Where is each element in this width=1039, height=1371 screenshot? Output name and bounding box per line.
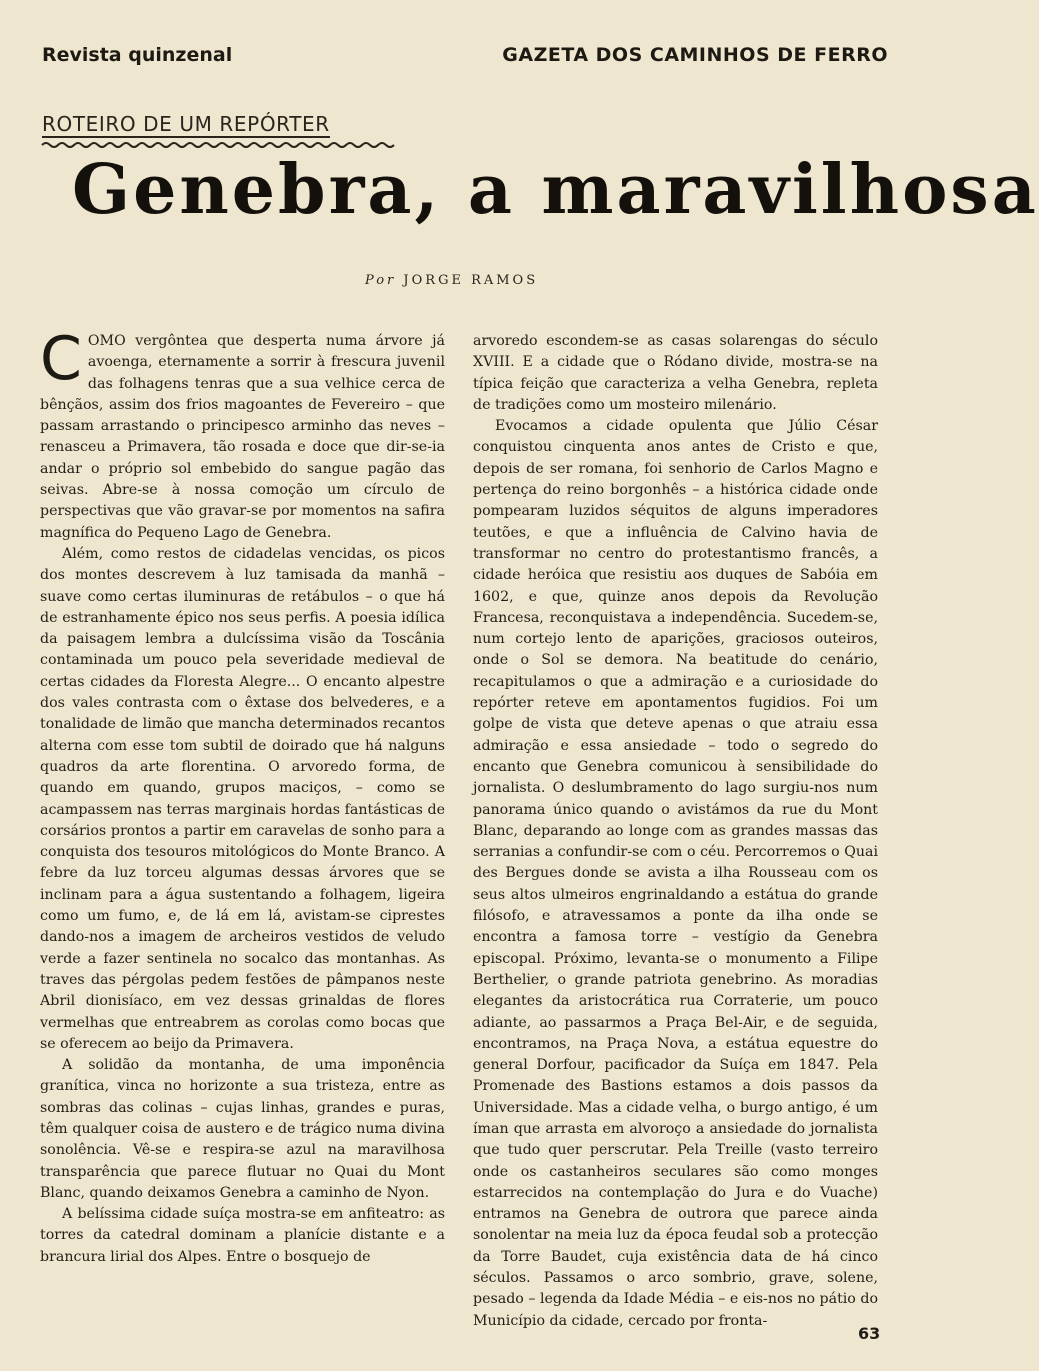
paragraph: A belíssima cidade suíça mostra-se em anfiteatro: as torres da catedral dominam a planície distante e a brancura lirial dos Alpes. Entre o bosquejo de — [40, 1206, 445, 1265]
article-column-left — [40, 324, 445, 1291]
article-column-right — [473, 331, 878, 1329]
page-number: 63 — [858, 1324, 881, 1343]
byline-author: JORGE RAMOS — [403, 273, 539, 288]
paragraph: C OMO vergôntea que desperta numa árvore já avoenga, eternamente a sorrir à frescura juvenil das folhagens tenras que a sua velhice cerca de bênçãos, assim dos frios magoantes de Fevereiro – que passam arrastando o principesco arminho das neves – renasceu a Primavera, tão rosada e doce que dir-se-ia andar o próprio sol embebido do sangue pagão das seivas. Abre-se à nossa comoção um círculo de perspectivas que vão gravar-se por momentos na safira magnífica do Pequeno Lago de Genebra. — [40, 324, 445, 541]
wavy-rule — [42, 141, 394, 149]
byline-por: Por — [365, 273, 397, 288]
magazine-frequency: Revista quinzenal — [42, 44, 233, 66]
magazine-title: GAZETA DOS CAMINHOS DE FERRO — [502, 44, 888, 66]
section-label: ROTEIRO DE UM REPÓRTER — [42, 112, 330, 136]
paragraph: A solidão da montanha, de uma imponência granítica, vinca no horizonte a sua tristeza, entre as sombras das colinas – cujas linhas, grandes e puras, têm qualquer coisa de austero e de trágico numa divina sonolência. Vê-se e respira-se azul na maravilhosa transparência que parece flutuar no Quai du Mont Blanc, quando deixamos Genebra a caminho de Nyon. — [40, 1057, 445, 1201]
drop-cap: C — [40, 324, 82, 394]
article-title: Genebra, a maravilhosa — [72, 150, 1039, 230]
byline — [365, 273, 538, 288]
paragraph: Além, como restos de cidadelas vencidas, os picos dos montes descrevem à luz tamisada da manhã – suave como certas iluminuras de retábulos – o que há de estranhamente épico nos seus perfis. A poesia idílica da paisagem lembra a dulcíssima visão da Toscânia contaminada um pouco pela severidade medieval de certas cidades da Floresta Alegre... O encanto alpestre dos vales contrasta com o êxtase dos belvederes, e a tonalidade de limão que mancha determinados recantos alterna com esse tom subtil de doirado que há nalguns quadros da arte florentina. O arvoredo forma, de quando em quando, grupos maciços, – como se acampassem nas terras marginais hordas fantásticas de corsários prontos a partir em caravelas de sonho para a conquista dos tesouros mitológicos do Monte Branco. A febre da luz torceu algumas dessas árvores que se inclinam para a água sustentando a folhagem, ligeira como um fumo, e, de lá em lá, avistam-se ciprestes dando-nos a imagem de archeiros vestidos de veludo verde a fazer sentinela no socalco das montanhas. As traves das pérgolas pedem festões de pâmpanos neste Abril dionisíaco, em vez dessas grinaldas de flores vermelhas que entreabrem as corolas como bocas que se oferecem ao beijo da Primavera. — [40, 545, 445, 1052]
paragraph: arvoredo escondem-se as casas solarengas do século XVIII. E a cidade que o Ródano divide, mostra-se na típica feição que caracteriza a velha Genebra, repleta de tradições como um mosteiro milenário. — [473, 333, 878, 413]
paragraph: Evocamos a cidade opulenta que Júlio César conquistou cinquenta anos antes de Cristo e que, depois de ser romana, foi senhorio de Carlos Magno e pertença do reino borgonhês – a histórica cidade onde pompearam luzidos séquitos de alguns imperadores teutões, e que a influência de Calvino havia de transformar no centro do protestantismo francês, a cidade heróica que resistiu aos duques de Sabóia em 1602, e que, quinze anos depois da Revolução Francesa, reconquistava a independência. Sucedem-se, num cortejo lento de aparições, graciosos outeiros, onde o Sol se demora. Na beatitude do cenário, recapitulamos o que a admiração e a curiosidade do repórter reteve em apontamentos fugidios. Foi um golpe de vista que deteve apenas o que atraiu essa admiração e essa ansiedade – todo o segredo do encanto que Genebra comunicou à sensibilidade do jornalista. O deslumbramento do lago surgiu-nos num panorama único quando o avistámos da rue du Mont Blanc, deparando ao longe com as grandes massas das serranias a confundir-se com o céu. Percorremos o Quai des Bergues donde se avista a ilha Rousseau com os seus altos ulmeiros engrinaldando a estátua do grande filósofo, e atravessamos a ponte da ilha onde se encontra a famosa torre – vestígio da Genebra episcopal. Próximo, levanta-se o monumento a Filipe Berthelier, o grande patriota genebrino. As moradias elegantes da aristocrática rua Corraterie, um pouco adiante, ao passarmos a Praça Bel-Air, e de seguida, encontramos, na Praça Nova, a estátua equestre do general Dorfour, pacificador da Suíça em 1847. Pela Promenade des Bastions estamos a dois passos da Universidade. Mas a cidade velha, o burgo antigo, é um íman que arrasta em alvoroço a ansiedade do jornalista que tudo quer perscrutar. Pela Treille (vasto terreiro onde os castanheiros seculares são como monges estarrecidos na contemplação do Jura e do Vuache) entramos na Genebra de outrora que parece ainda sonolentar na meia luz da época feudal sob a protecção da Torre Baudet, cuja existência data de há cinco séculos. Passamos o arco sombrio, grave, solene, pesado – legenda da Idade Média – e eis-nos no pátio do Município da cidade, cercado por fronta- — [473, 418, 878, 1329]
